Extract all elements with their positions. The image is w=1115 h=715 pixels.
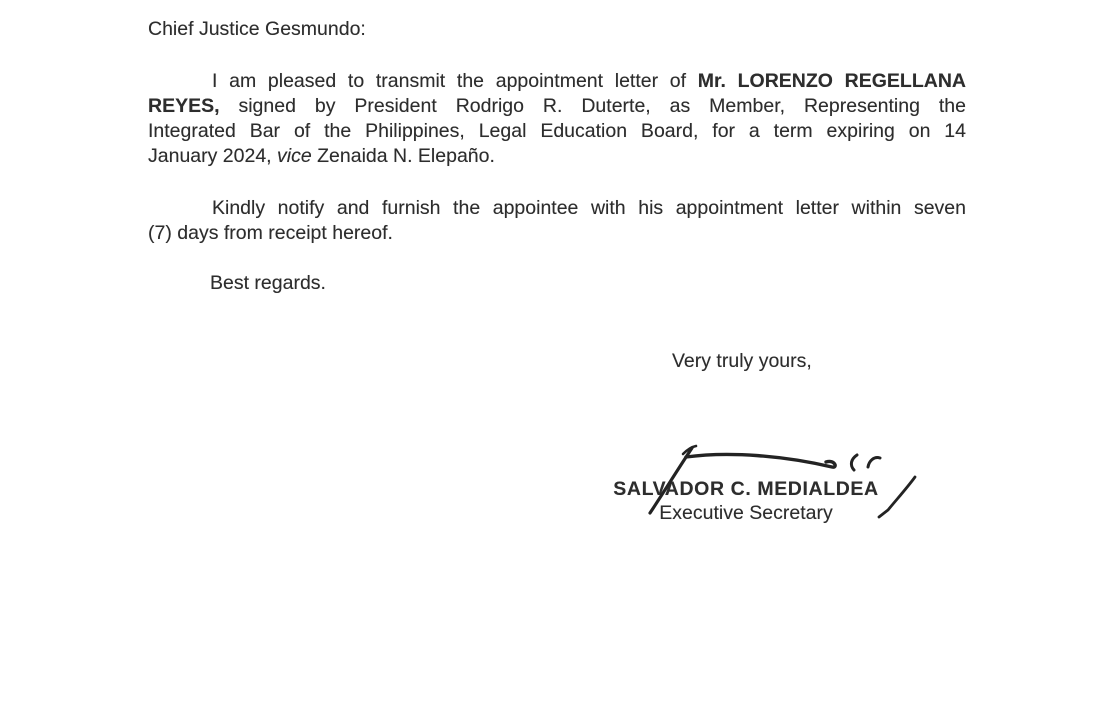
text-line: REYES, signed by President Rodrigo R. Duterte, as Member, Representing the	[148, 95, 966, 117]
text-line: (7) days from receipt hereof.	[148, 222, 393, 244]
signatory-name: SALVADOR C. MEDIALDEA	[613, 478, 879, 500]
regards-line: Best regards.	[210, 272, 326, 294]
paragraph-transmittal	[148, 69, 966, 169]
salutation: Chief Justice Gesmundo:	[148, 18, 366, 40]
text-line: I am pleased to transmit the appointment letter of Mr. LORENZO REGELLANA	[212, 70, 966, 92]
signatory-title: Executive Secretary	[659, 501, 833, 524]
text-line: January 2024, vice Zenaida N. Elepaño.	[148, 145, 495, 167]
paragraph-instruction	[148, 196, 966, 246]
closing-line: Very truly yours,	[672, 350, 812, 372]
text-line: Integrated Bar of the Philippines, Legal Education Board, for a term expiring on 14	[148, 120, 966, 142]
text-line: Kindly notify and furnish the appointee with his appointment letter within seven	[212, 197, 966, 219]
signature-block	[596, 478, 896, 525]
